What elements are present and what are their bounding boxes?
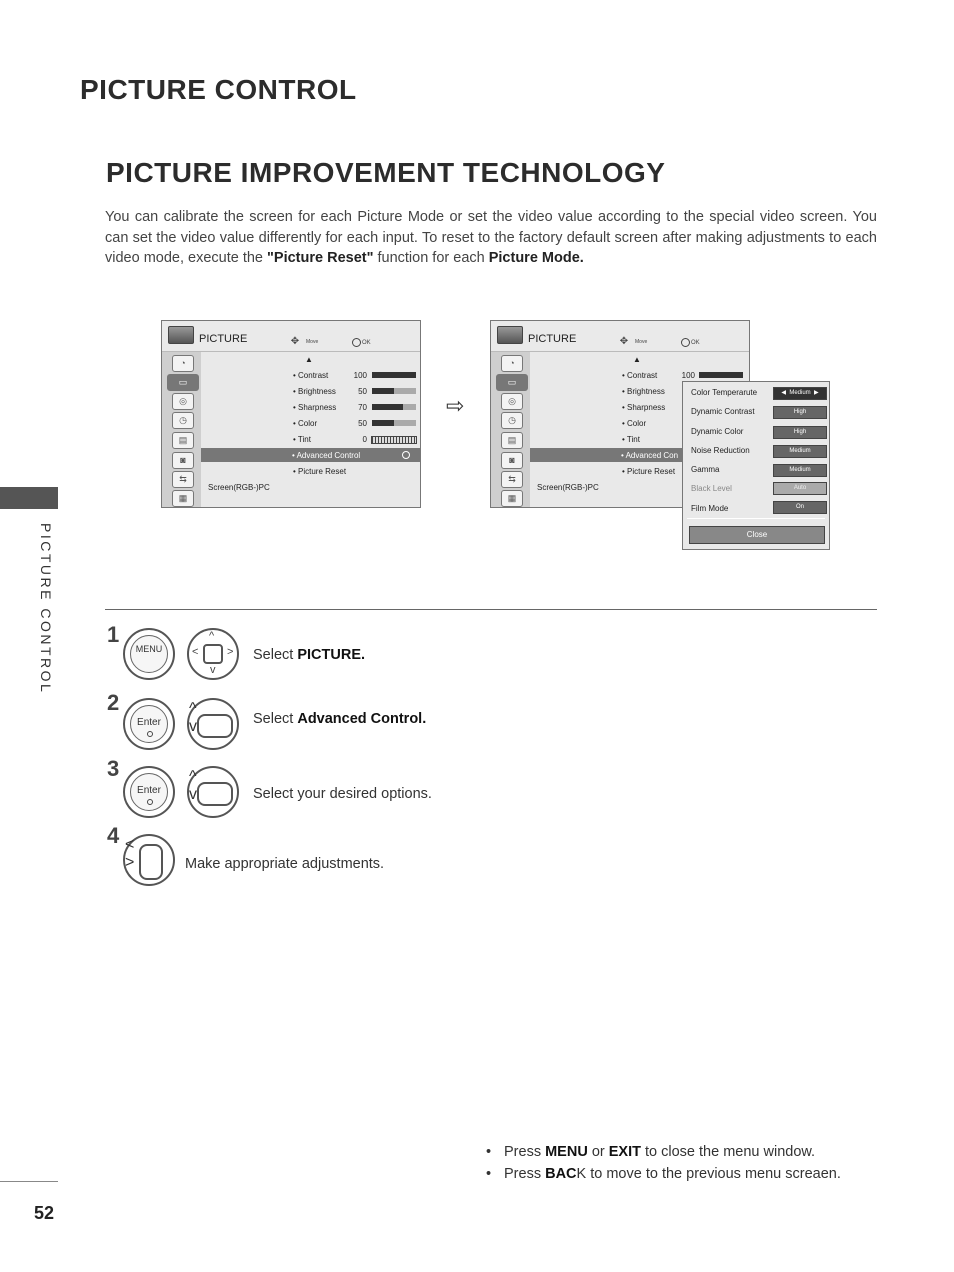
popup-row-label: Dynamic Color	[691, 427, 744, 436]
button-face	[130, 705, 168, 743]
note-item: • Press MENU or EXIT to close the menu window.	[486, 1142, 841, 1164]
page-title: PICTURE CONTROL	[80, 74, 357, 105]
step-number: 4	[107, 823, 120, 848]
value-bar	[699, 372, 743, 378]
button-label: Enter	[137, 785, 161, 796]
chevron-left-icon: ◀	[781, 390, 786, 396]
value-bar	[372, 388, 416, 394]
menu-footer: Screen(RGB-)PC	[537, 483, 599, 492]
menu-item: • Contrast	[293, 371, 329, 380]
scroll-up-icon: ▲	[305, 355, 313, 364]
chevron-down-icon: v	[189, 786, 197, 803]
chevron-right-icon: >	[125, 854, 135, 871]
picture-menu-screenshot	[161, 320, 421, 508]
chevron-right-icon: ▶	[814, 390, 819, 396]
arrow-right-icon: ⇨	[446, 393, 465, 418]
usb-icon: ▦	[172, 490, 194, 507]
advanced-control-popup	[682, 381, 830, 550]
menu-item: • Picture Reset	[293, 467, 347, 476]
page-number: 52	[34, 1203, 55, 1223]
move-label: Move	[635, 339, 648, 345]
navigation-pad-illustration	[187, 628, 239, 680]
menu-item: • Tint	[622, 435, 640, 444]
input-icon: ⇆	[172, 471, 194, 488]
chevron-up-icon: ^	[189, 700, 197, 717]
lock-icon: ◙	[172, 452, 194, 469]
value-bar-fill	[372, 420, 394, 426]
popup-row-label: Noise Reduction	[691, 446, 750, 455]
input-icon: ⇆	[501, 471, 523, 488]
enter-dot-icon	[147, 799, 153, 805]
menu-item-value: 50	[358, 387, 367, 396]
menu-item-highlighted	[201, 448, 420, 462]
menu-item: • Sharpness	[293, 403, 337, 412]
left-right-pad-illustration	[123, 834, 175, 886]
value-bar-fill	[699, 372, 743, 378]
setup-icon: ◔	[501, 355, 523, 372]
close-button: Close	[689, 526, 825, 544]
lock-icon: ◙	[501, 452, 523, 469]
menu-title: PICTURE	[528, 333, 577, 345]
chevron-up-icon: ^	[189, 768, 197, 785]
popup-value: Medium	[773, 445, 827, 458]
chevron-left-icon: <	[192, 646, 199, 658]
button-face	[130, 773, 168, 811]
popup-row-label: Dynamic Contrast	[691, 407, 755, 416]
menu-header	[491, 321, 749, 352]
menu-item-value: 100	[353, 371, 367, 380]
menu-item: • Color	[293, 419, 318, 428]
move-icon: ✥	[290, 336, 300, 347]
menu-item-value: 100	[681, 371, 695, 380]
setup-icon: ◔	[172, 355, 194, 372]
tv-icon	[497, 326, 523, 344]
popup-row-label: Color Temperarute	[691, 388, 758, 397]
move-label: Move	[306, 339, 319, 345]
enter-dot-icon	[147, 731, 153, 737]
tint-bar	[371, 436, 417, 444]
chevron-down-icon: v	[189, 718, 197, 735]
ok-icon	[352, 338, 361, 347]
footer-divider	[0, 1181, 58, 1182]
menu-item-value: 50	[358, 419, 367, 428]
popup-value: High	[773, 406, 827, 419]
menu-category-icons	[162, 352, 201, 507]
menu-item-label: • Advanced Control	[292, 451, 361, 460]
option-icon: ▤	[172, 432, 194, 449]
popup-divider	[687, 518, 825, 519]
menu-item-label: • Advanced Con	[621, 451, 679, 460]
sidebar-tab	[0, 487, 58, 509]
menu-category-icons	[491, 352, 530, 507]
popup-row-label: Black Level	[691, 484, 732, 493]
menu-item: • Brightness	[293, 387, 336, 396]
time-icon: ◷	[172, 412, 194, 429]
section-divider	[105, 609, 877, 610]
menu-item: • Color	[622, 419, 647, 428]
popup-value: Auto	[773, 482, 827, 495]
popup-value: Medium	[789, 390, 811, 396]
menu-item-value: 70	[358, 403, 367, 412]
button-label: MENU	[135, 644, 163, 654]
step-instruction: Select Advanced Control.	[253, 711, 427, 727]
step-number: 3	[107, 756, 120, 781]
up-down-key	[197, 782, 233, 806]
ok-label: OK	[362, 340, 371, 346]
up-down-pad-illustration	[187, 766, 239, 818]
menu-title: PICTURE	[199, 333, 248, 345]
audio-icon: ◎	[172, 393, 194, 410]
button-label: Enter	[137, 717, 161, 728]
scroll-up-icon: ▲	[633, 355, 641, 364]
option-icon: ▤	[501, 432, 523, 449]
step-instruction: Select your desired options.	[253, 786, 432, 802]
sidebar-label: PICTURE CONTROL	[38, 523, 54, 695]
value-bar	[372, 404, 416, 410]
menu-item: • Sharpness	[622, 403, 666, 412]
note-item: • Press BACK to move to the previous menu screaen.	[486, 1164, 841, 1186]
step-instruction: Select PICTURE.	[253, 647, 366, 663]
menu-item: • Contrast	[622, 371, 658, 380]
up-down-pad-illustration	[187, 698, 239, 750]
menu-item: • Picture Reset	[622, 467, 676, 476]
intro-paragraph: You can calibrate the screen for each Picture Mode or set the video value according to the special video screen. You can set the video value differently for each input. To reset to the factory default screen after making adjustments to each video mode, execute the "Picture Reset" function for each Picture Mode.	[105, 209, 877, 266]
tv-icon	[168, 326, 194, 344]
popup-row-label: Film Mode	[691, 504, 729, 513]
chevron-down-icon: v	[210, 664, 216, 676]
section-title: PICTURE IMPROVEMENT TECHNOLOGY	[106, 157, 666, 188]
ok-icon	[681, 338, 690, 347]
popup-value-selector	[773, 387, 827, 400]
value-bar-fill	[372, 372, 416, 378]
ok-label: OK	[691, 340, 700, 346]
left-right-key	[139, 844, 163, 880]
notes-list	[486, 1142, 841, 1185]
popup-value: On	[773, 501, 827, 514]
menu-item-value: 0	[362, 435, 367, 444]
picture-category-icon: ▭	[496, 374, 528, 391]
step-instruction: Make appropriate adjustments.	[185, 856, 385, 872]
menu-item: • Tint	[293, 435, 311, 444]
popup-value: Medium	[773, 464, 827, 477]
menu-item: • Brightness	[622, 387, 665, 396]
menu-header	[162, 321, 420, 352]
usb-icon: ▦	[501, 490, 523, 507]
value-bar	[372, 420, 416, 426]
value-bar-fill	[372, 404, 403, 410]
picture-category-icon: ▭	[167, 374, 199, 391]
popup-row-label: Gamma	[691, 465, 720, 474]
ok-key	[203, 644, 223, 664]
value-bar	[372, 372, 416, 378]
up-down-key	[197, 714, 233, 738]
enter-button-illustration	[123, 698, 175, 750]
chevron-up-icon: ^	[209, 630, 215, 642]
step-number: 1	[107, 622, 120, 647]
time-icon: ◷	[501, 412, 523, 429]
popup-value: High	[773, 426, 827, 439]
value-bar-fill	[372, 388, 394, 394]
step-number: 2	[107, 690, 120, 715]
menu-button-illustration	[123, 628, 175, 680]
chevron-right-icon: >	[227, 646, 234, 658]
button-face	[130, 635, 168, 673]
move-icon: ✥	[619, 336, 629, 347]
audio-icon: ◎	[501, 393, 523, 410]
enter-icon	[402, 451, 410, 459]
enter-button-illustration	[123, 766, 175, 818]
menu-footer: Screen(RGB-)PC	[208, 483, 270, 492]
chevron-left-icon: <	[125, 836, 135, 853]
